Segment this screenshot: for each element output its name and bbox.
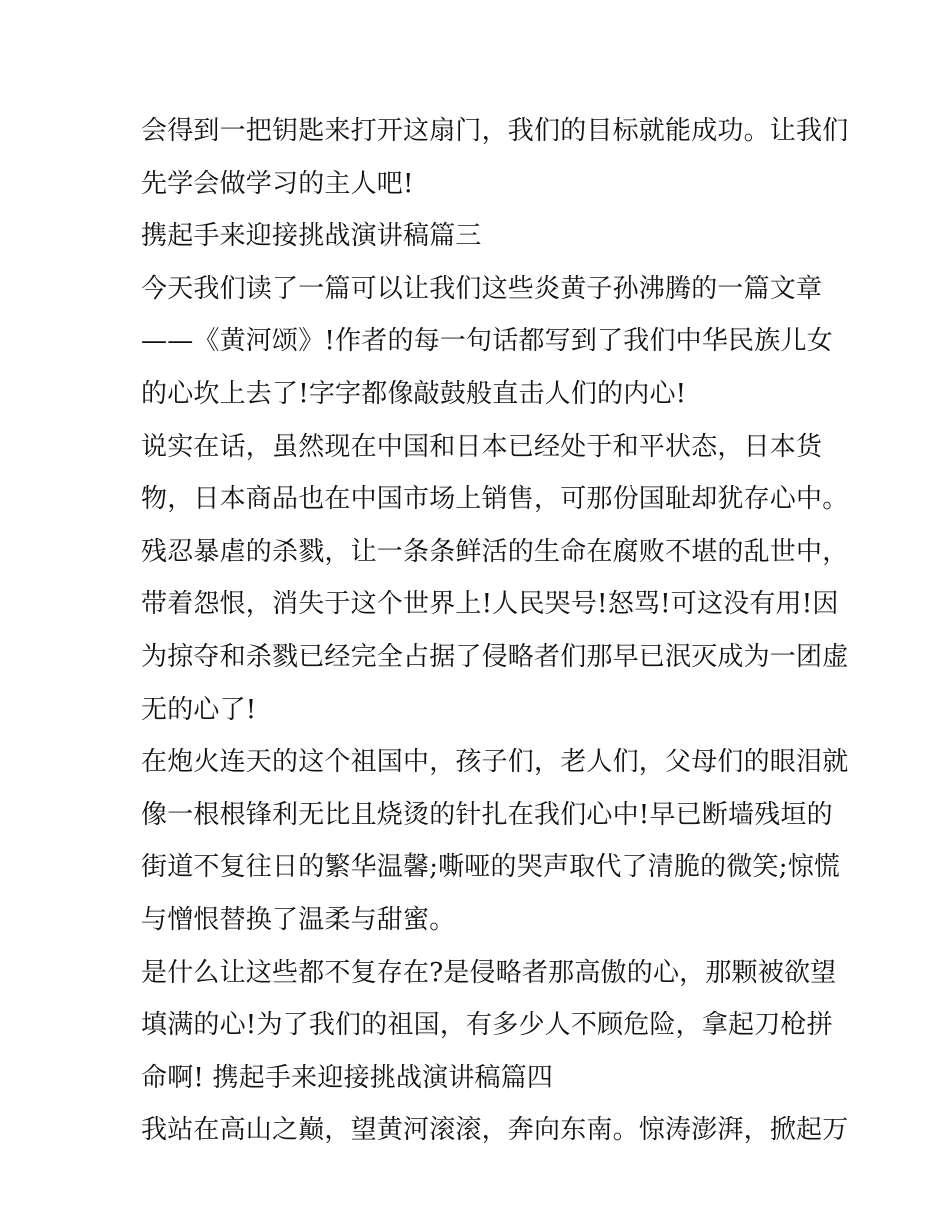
section-heading: 携起手来迎接挑战演讲稿篇三 <box>141 221 482 252</box>
text-line: 与憎恨替换了温柔与甜蜜。 <box>141 904 456 935</box>
text-line: 像一根根锋利无比且烧烫的针扎在我们心中!早已断墙残垣的 <box>141 799 833 830</box>
text-line: 我站在高山之巅，望黄河滚滚，奔向东南。惊涛澎湃，掀起万 <box>141 1115 849 1146</box>
text-line: 命啊! 携起手来迎接挑战演讲稿篇四 <box>141 1062 554 1093</box>
text-line: 在炮火连天的这个祖国中，孩子们，老人们，父母们的眼泪就 <box>141 747 849 778</box>
text-line: 为掠夺和杀戮已经完全占据了侵略者们那早已泯灭成为一团虚 <box>141 641 849 672</box>
text-line: 带着怨恨，消失于这个世界上!人民哭号!怒骂!可这没有用!因 <box>141 589 839 620</box>
text-line: ——《黄河颂》!作者的每一句话都写到了我们中华民族儿女 <box>141 326 833 357</box>
text-line: 说实在话，虽然现在中国和日本已经处于和平状态，日本货 <box>141 431 823 462</box>
text-line: 街道不复往日的繁华温馨;嘶哑的哭声取代了清脆的微笑;惊慌 <box>141 852 841 883</box>
text-line: 是什么让这些都不复存在?是侵略者那高傲的心，那颗被欲望 <box>141 957 837 988</box>
text-line: 残忍暴虐的杀戮，让一条条鲜活的生命在腐败不堪的乱世中， <box>141 536 849 567</box>
document-body <box>141 105 849 1157</box>
text-line: 的心坎上去了!字字都像敲鼓般直击人们的内心! <box>141 378 687 409</box>
text-line: 填满的心!为了我们的祖国，有多少人不顾危险，拿起刀枪拼 <box>141 1010 833 1041</box>
text-line: 今天我们读了一篇可以让我们这些炎黄子孙沸腾的一篇文章 <box>141 273 823 304</box>
text-line: 无的心了! <box>141 694 257 725</box>
text-line: 先学会做学习的主人吧! <box>141 168 414 199</box>
text-line: 会得到一把钥匙来打开这扇门，我们的目标就能成功。让我们 <box>141 116 849 146</box>
text-line: 物，日本商品也在中国市场上销售，可那份国耻却犹存心中。 <box>141 484 849 515</box>
